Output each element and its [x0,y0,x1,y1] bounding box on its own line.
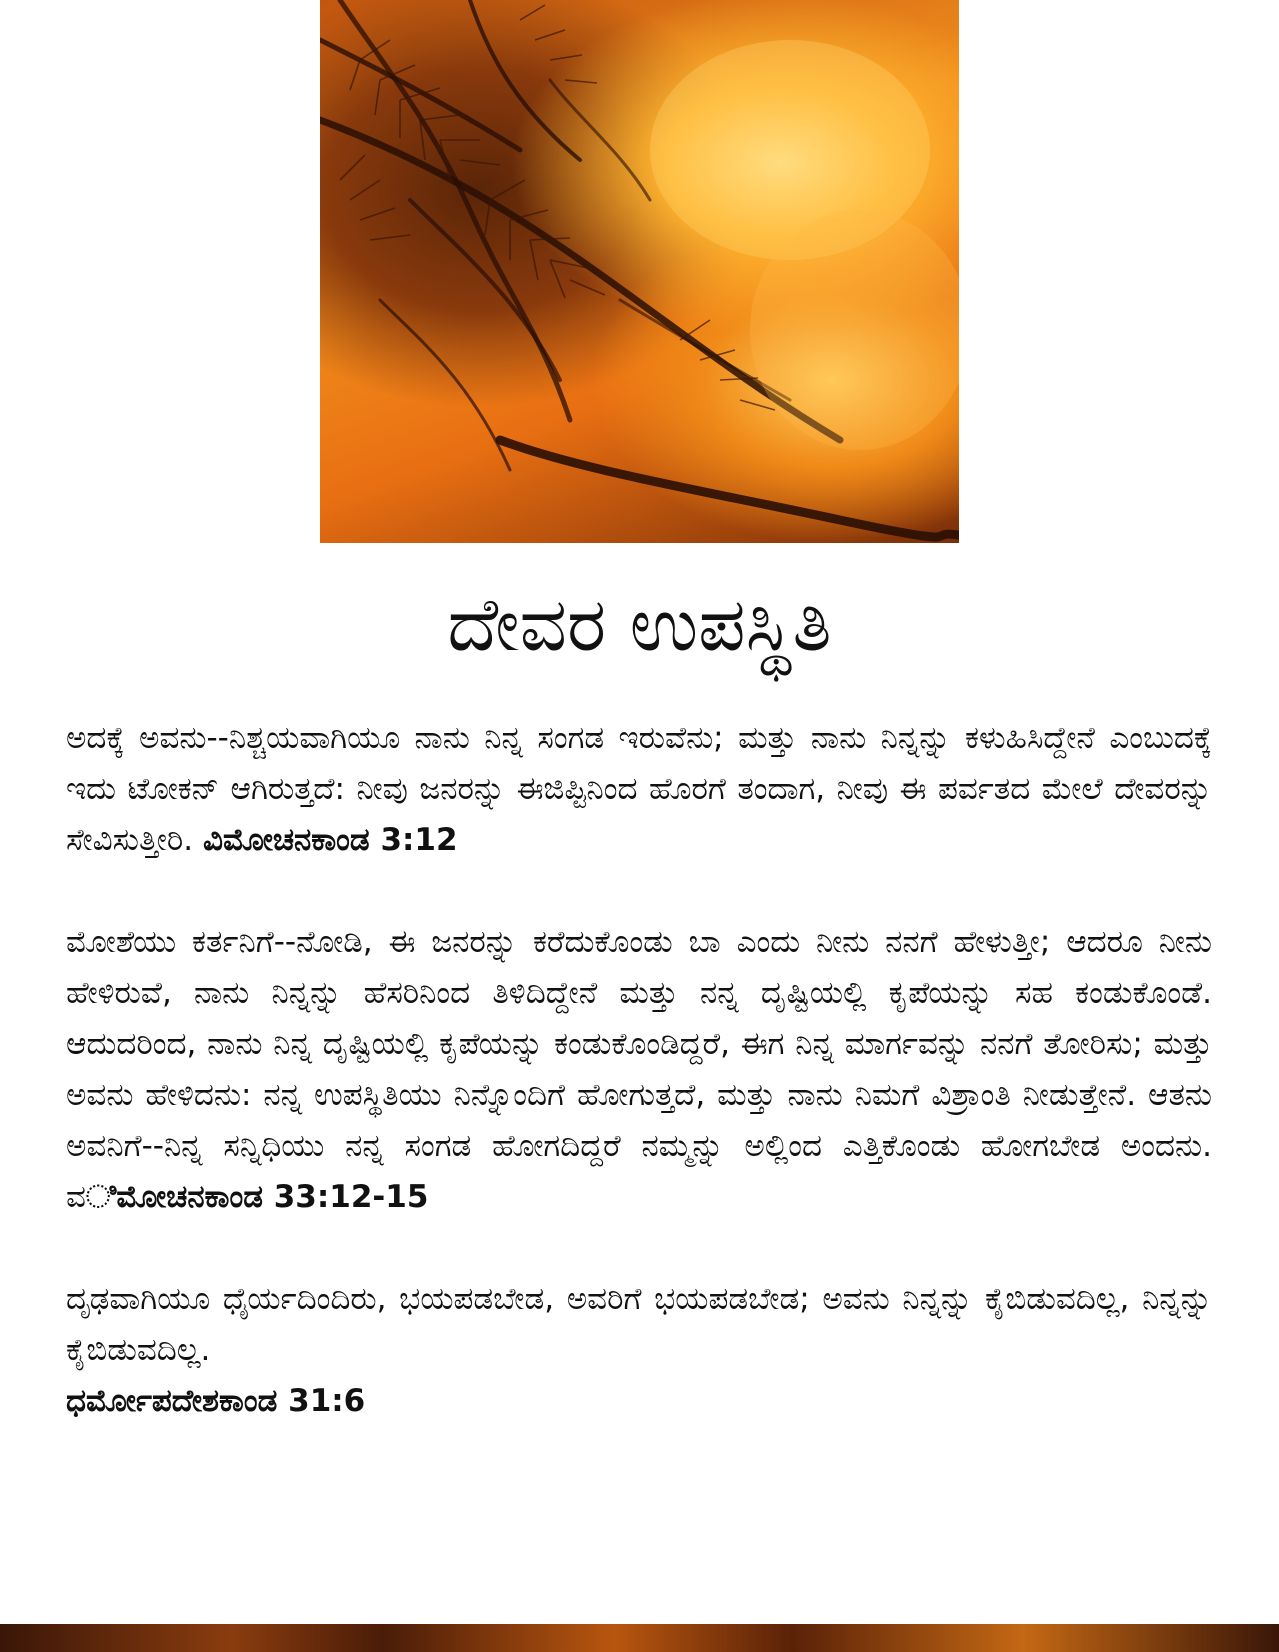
footer-fire-strip-image [0,1624,1279,1652]
verse-paragraph-1 [66,713,1212,866]
hero-fire-tree-image [320,0,959,543]
verse-reference: ಿಮೋಚನಕಾಂಡ 33:12-15 [85,1179,429,1215]
verse-text: ದೃಢವಾಗಿಯೂ ಧೈರ್ಯದಿಂದಿರು, ಭಯಪಡಬೇಡ, ಅವರಿಗೆ ಭಯಪಡಬೇಡ; ಅವನು ನಿನ್ನನ್ನು ಕೈಬಿಡುವದಿಲ್ಲ, ನಿನ್ನನ್ನು ಕೈಬಿಡುವದಿಲ್ಲ. [66,1281,1212,1368]
verse-paragraph-3 [66,1274,1212,1427]
verses-section [66,713,1212,1427]
verse-reference: ವಿಮೋಚನಕಾಂಡ 3:12 [203,822,458,858]
tree-silhouette-icon [320,0,959,543]
verse-reference: ಧರ್ಮೋಪದೇಶಕಾಂಡ 31:6 [66,1383,366,1419]
verse-paragraph-2 [66,917,1212,1223]
verse-text: ಮೋಶೆಯು ಕರ್ತನಿಗೆ--ನೋಡಿ, ಈ ಜನರನ್ನು ಕರೆದುಕೊಂಡು ಬಾ ಎಂದು ನೀನು ನನಗೆ ಹೇಳುತ್ತೀ; ಆದರೂ ನೀನು ಹೇಳಿರುವೆ, ನಾನು ನಿನ್ನನ್ನು ಹೆಸರಿನಿಂದ ತಿಳಿದಿದ್ದೇನೆ ಮತ್ತು ನನ್ನ ದೃಷ್ಟಿಯಲ್ಲಿ ಕೃಪೆಯನ್ನು ಸಹ ಕಂಡುಕೊಂಡೆ. ಆದುದರಿಂದ, ನಾನು ನಿನ್ನ ದೃಷ್ಟಿಯಲ್ಲಿ ಕೃಪೆಯನ್ನು ಕಂಡುಕೊಂಡಿದ್ದರೆ, ಈಗ ನಿನ್ನ ಮಾರ್ಗವನ್ನು ನನಗೆ ತೋರಿಸು; ಮತ್ತು ಅವನು ಹೇಳಿದನು: ನನ್ನ ಉಪಸ್ಥಿತಿಯು ನಿನ್ನೊಂದಿಗೆ ಹೋಗುತ್ತದೆ, ಮತ್ತು ನಾನು ನಿಮಗೆ ವಿಶ್ರಾಂತಿ ನೀಡುತ್ತೇನೆ. ಆತನು ಅವನಿಗೆ--ನಿನ್ನ ಸನ್ನಿಧಿಯು ನನ್ನ ಸಂಗಡ ಹೋಗದಿದ್ದರೆ ನಮ್ಮನ್ನು ಅಲ್ಲಿಂದ ಎತ್ತಿಕೊಂಡು ಹೋಗಬೇಡ ಅಂದನು. ವ [66,924,1212,1215]
verse-text: ಅದಕ್ಕೆ ಅವನು--ನಿಶ್ಚಯವಾಗಿಯೂ ನಾನು ನಿನ್ನ ಸಂಗಡ ಇರುವೆನು; ಮತ್ತು ನಾನು ನಿನ್ನನ್ನು ಕಳುಹಿಸಿದ್ದೇನೆ ಎಂಬುದಕ್ಕೆ ಇದು ಟೋಕನ್ ಆಗಿರುತ್ತದೆ: ನೀವು ಜನರನ್ನು ಈಜಿಪ್ಟಿನಿಂದ ಹೊರಗೆ ತಂದಾಗ, ನೀವು ಈ ಪರ್ವತದ ಮೇಲೆ ದೇವರನ್ನು ಸೇವಿಸುತ್ತೀರಿ. [66,720,1212,858]
page-title: ದೇವರ ಉಪಸ್ಥಿತಿ [447,582,832,668]
